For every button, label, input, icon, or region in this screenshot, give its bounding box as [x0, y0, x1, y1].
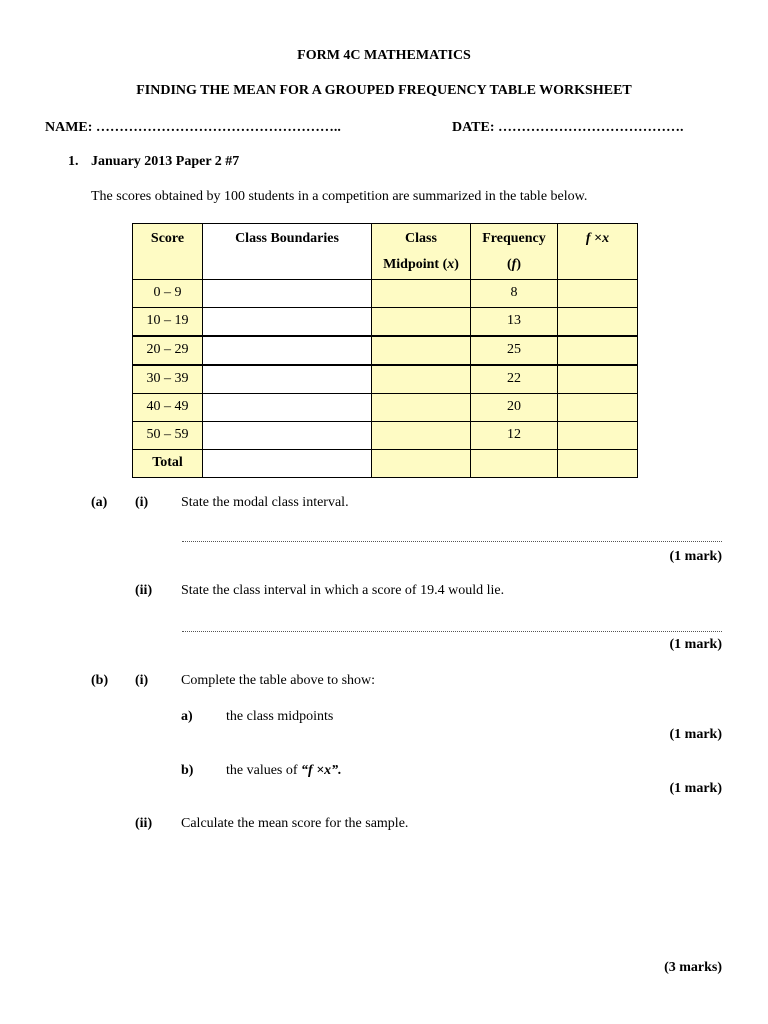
boundary-cell[interactable]	[203, 336, 372, 365]
table-row	[133, 280, 638, 308]
fx-cell[interactable]	[558, 394, 638, 422]
name-field: NAME: ……………………………………………..	[45, 120, 341, 135]
part-b-ii-text: Calculate the mean score for the sample.	[181, 816, 409, 831]
date-field: DATE: ………………………………….	[452, 120, 684, 135]
part-b-i-a-text: the class midpoints	[226, 709, 334, 724]
table-row	[133, 308, 638, 337]
table-header-row	[133, 224, 638, 280]
part-a-i-label: (i)	[135, 495, 149, 510]
header-class-midpoint: Class Midpoint (x)	[372, 224, 471, 280]
boundary-cell[interactable]	[203, 280, 372, 308]
fx-total-cell[interactable]	[558, 450, 638, 478]
part-a-i-text: State the modal class interval.	[181, 495, 349, 510]
header-score: Score	[133, 224, 203, 280]
boundary-cell[interactable]	[203, 394, 372, 422]
score-cell: 0 – 9	[133, 280, 203, 308]
part-b-i-b-label: b)	[181, 763, 194, 778]
part-b-i-label: (i)	[135, 673, 149, 688]
table-row	[133, 422, 638, 450]
part-b-ii-label: (ii)	[135, 816, 153, 831]
score-cell: 30 – 39	[133, 365, 203, 394]
worksheet-title: FORM 4C MATHEMATICS	[297, 48, 471, 63]
boundary-total-cell[interactable]	[203, 450, 372, 478]
worksheet-subtitle: FINDING THE MEAN FOR A GROUPED FREQUENCY TABLE WORKSHEET	[136, 83, 632, 98]
midpoint-cell[interactable]	[372, 336, 471, 365]
score-cell: 20 – 29	[133, 336, 203, 365]
answer-line-a-ii[interactable]	[182, 631, 722, 632]
fx-cell[interactable]	[558, 422, 638, 450]
frequency-total-cell[interactable]	[471, 450, 558, 478]
table-row	[133, 365, 638, 394]
boundary-cell[interactable]	[203, 365, 372, 394]
working-space[interactable]	[181, 840, 722, 950]
frequency-table	[132, 223, 638, 478]
score-cell: 40 – 49	[133, 394, 203, 422]
table-row	[133, 336, 638, 365]
total-label: Total	[133, 450, 203, 478]
frequency-cell: 20	[471, 394, 558, 422]
question-number: 1.	[68, 154, 79, 169]
midpoint-cell[interactable]	[372, 280, 471, 308]
frequency-cell: 22	[471, 365, 558, 394]
table-total-row	[133, 450, 638, 478]
frequency-cell: 13	[471, 308, 558, 337]
midpoint-cell[interactable]	[372, 422, 471, 450]
part-b-i-text: Complete the table above to show:	[181, 673, 376, 688]
fx-cell[interactable]	[558, 365, 638, 394]
frequency-cell: 25	[471, 336, 558, 365]
header-f-times-x: f ×x	[558, 224, 638, 280]
marks-b-ii: (3 marks)	[664, 960, 722, 975]
boundary-cell[interactable]	[203, 308, 372, 337]
frequency-cell: 8	[471, 280, 558, 308]
answer-line-a-i[interactable]	[182, 541, 722, 542]
midpoint-total-cell[interactable]	[372, 450, 471, 478]
question-intro: The scores obtained by 100 students in a competition are summarized in the table below.	[91, 189, 588, 204]
table-row	[133, 394, 638, 422]
marks-a-i: (1 mark)	[669, 549, 722, 564]
header-frequency: Frequency (f)	[471, 224, 558, 280]
part-b-i-b-text: the values of “f ×x”.	[226, 763, 342, 778]
part-a-ii-text: State the class interval in which a score of 19.4 would lie.	[181, 583, 505, 598]
header-class-boundaries: Class Boundaries	[203, 224, 372, 280]
score-cell: 50 – 59	[133, 422, 203, 450]
part-a-ii-label: (ii)	[135, 583, 153, 598]
midpoint-cell[interactable]	[372, 394, 471, 422]
marks-b-i-a: (1 mark)	[669, 727, 722, 742]
midpoint-cell[interactable]	[372, 365, 471, 394]
score-cell: 10 – 19	[133, 308, 203, 337]
boundary-cell[interactable]	[203, 422, 372, 450]
fx-cell[interactable]	[558, 308, 638, 337]
fx-cell[interactable]	[558, 336, 638, 365]
fx-cell[interactable]	[558, 280, 638, 308]
question-source: January 2013 Paper 2 #7	[91, 154, 240, 169]
part-b-i-a-label: a)	[181, 709, 193, 724]
marks-b-i-b: (1 mark)	[669, 781, 722, 796]
part-b-label: (b)	[91, 673, 109, 688]
midpoint-cell[interactable]	[372, 308, 471, 337]
part-a-label: (a)	[91, 495, 108, 510]
marks-a-ii: (1 mark)	[669, 637, 722, 652]
frequency-cell: 12	[471, 422, 558, 450]
